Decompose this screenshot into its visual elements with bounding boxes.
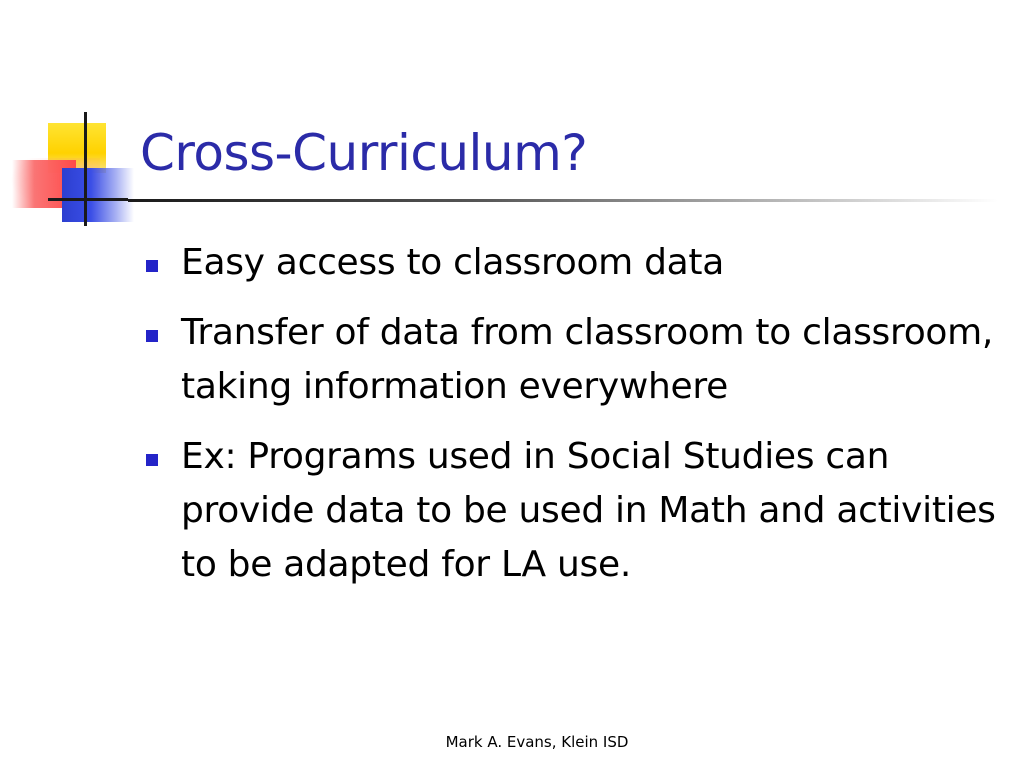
blue-square: [62, 168, 134, 222]
square-bullet-icon: [146, 454, 158, 466]
bullet-list: [144, 236, 1004, 608]
slide-footer: Mark A. Evans, Klein ISD: [445, 733, 629, 751]
bullet-text: Ex: Programs used in Social Studies can provide data to be used in Math and activities to be adapted for LA use.: [181, 436, 996, 585]
bullet-text: Transfer of data from classroom to classroom, taking information everywhere: [181, 312, 994, 407]
square-bullet-icon: [146, 260, 158, 272]
square-bullet-icon: [146, 330, 158, 342]
horizontal-line-short: [48, 198, 128, 201]
vertical-line: [84, 112, 87, 226]
bullet-item: [144, 430, 1004, 592]
slide-title: Cross-Curriculum?: [140, 124, 588, 182]
bullet-item: [144, 306, 1004, 414]
bullet-text: Easy access to classroom data: [181, 242, 724, 283]
bullet-item: [144, 236, 1004, 290]
title-underline: [128, 199, 998, 202]
decorative-squares-logo: [0, 0, 150, 240]
